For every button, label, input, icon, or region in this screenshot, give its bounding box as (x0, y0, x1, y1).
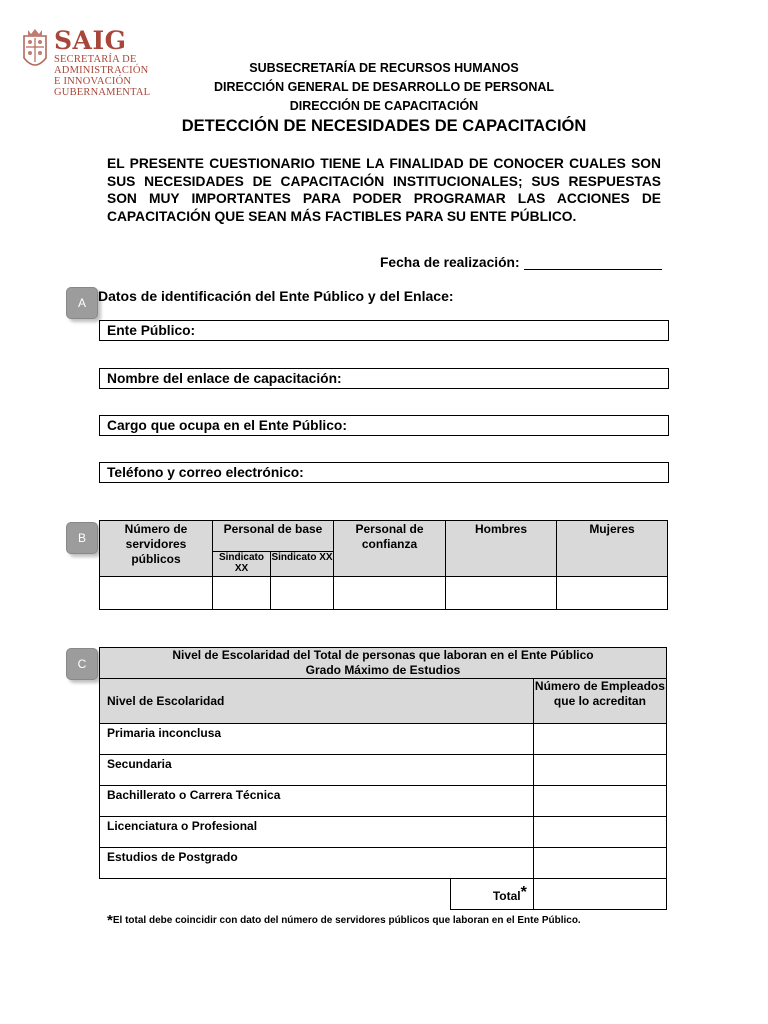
footnote-star: * (107, 912, 113, 929)
input-primaria[interactable] (533, 724, 666, 755)
total-spacer (100, 879, 451, 910)
col-confianza: Personal de confianza (334, 521, 446, 577)
ente-publico-field[interactable]: Ente Público: (99, 320, 669, 341)
personal-table (99, 520, 668, 610)
input-licenciatura[interactable] (533, 817, 666, 848)
input-mujeres[interactable] (557, 577, 668, 610)
input-bachillerato[interactable] (533, 786, 666, 817)
intro-paragraph: EL PRESENTE CUESTIONARIO TIENE LA FINALIDAD DE CONOCER CUALES SON SUS NECESIDADES DE CAPACITACIÓN INSTITUCIONALES; SUS RESPUESTAS SON MUY IMPORTANTES PARA PODER PROGRAMAR LAS ACCIONES DE CAPACITACIÓN QUE SEAN MÁS FACTIBLES PARA SU ENTE PÚBLICO. (107, 156, 661, 224)
input-sindicato-1[interactable] (213, 577, 271, 610)
level-licenciatura: Licenciatura o Profesional (100, 817, 534, 848)
fecha-label: Fecha de realización: (380, 255, 520, 270)
col-personal-base: Personal de base (213, 521, 334, 552)
col-hombres: Hombres (446, 521, 557, 577)
telefono-correo-field[interactable]: Teléfono y correo electrónico: (99, 462, 669, 483)
level-postgrado: Estudios de Postgrado (100, 848, 534, 879)
header-direccion: DIRECCIÓN DE CAPACITACIÓN (289, 99, 479, 113)
col-sindicato-2: Sindicato XX (271, 551, 334, 576)
input-confianza[interactable] (334, 577, 446, 610)
input-total[interactable] (533, 879, 666, 910)
input-servidores[interactable] (100, 577, 213, 610)
level-bachillerato: Bachillerato o Carrera Técnica (100, 786, 534, 817)
escolaridad-table (99, 647, 667, 910)
input-postgrado[interactable] (533, 848, 666, 879)
col-servidores: Número de servidores públicos (100, 521, 213, 577)
fecha-row (380, 255, 662, 270)
document-title: DETECCIÓN DE NECESIDADES DE CAPACITACIÓN (181, 117, 587, 135)
section-a-badge: A (66, 287, 98, 319)
logo-wordmark: SAIG (54, 26, 127, 55)
level-primaria: Primaria inconclusa (100, 724, 534, 755)
logo-subtitle-2: E INNOVACIÓN GUBERNAMENTAL (54, 76, 151, 98)
footnote (107, 912, 581, 929)
total-star: * (520, 884, 527, 902)
fecha-blank-field[interactable] (524, 255, 662, 270)
cargo-field[interactable]: Cargo que ocupa en el Ente Público: (99, 415, 669, 436)
section-b-badge: B (66, 522, 98, 554)
header-direccion-general: DIRECCIÓN GENERAL DE DESARROLLO DE PERSONAL (213, 80, 555, 94)
total-label-cell (451, 879, 534, 910)
input-hombres[interactable] (446, 577, 557, 610)
escolaridad-title-line1: Nivel de Escolaridad del Total de personas que laboran en el Ente Público (172, 648, 594, 662)
input-secundaria[interactable] (533, 755, 666, 786)
col-sindicato-1: Sindicato XX (213, 551, 271, 576)
escolaridad-title (100, 648, 667, 679)
logo-subtitle-1: SECRETARÍA DE ADMINISTRACIÓN (54, 54, 149, 76)
total-label: Total (492, 889, 521, 904)
input-sindicato-2[interactable] (271, 577, 334, 610)
escolaridad-title-line2: Grado Máximo de Estudios (305, 663, 461, 677)
section-a-title: Datos de identificación del Ente Público y del Enlace: (98, 288, 454, 304)
level-secundaria: Secundaria (100, 755, 534, 786)
col-numero-empleados: Número de Empleados que lo acreditan (533, 679, 666, 724)
section-c-badge: C (66, 648, 98, 680)
header-subsecretaria: SUBSECRETARÍA DE RECURSOS HUMANOS (249, 61, 519, 75)
col-mujeres: Mujeres (557, 521, 668, 577)
col-nivel: Nivel de Escolaridad (100, 679, 534, 724)
footnote-text: El total debe coincidir con dato del número de servidores públicos que laboran en el Ente Público. (112, 915, 581, 926)
enlace-name-field[interactable]: Nombre del enlace de capacitación: (99, 368, 669, 389)
